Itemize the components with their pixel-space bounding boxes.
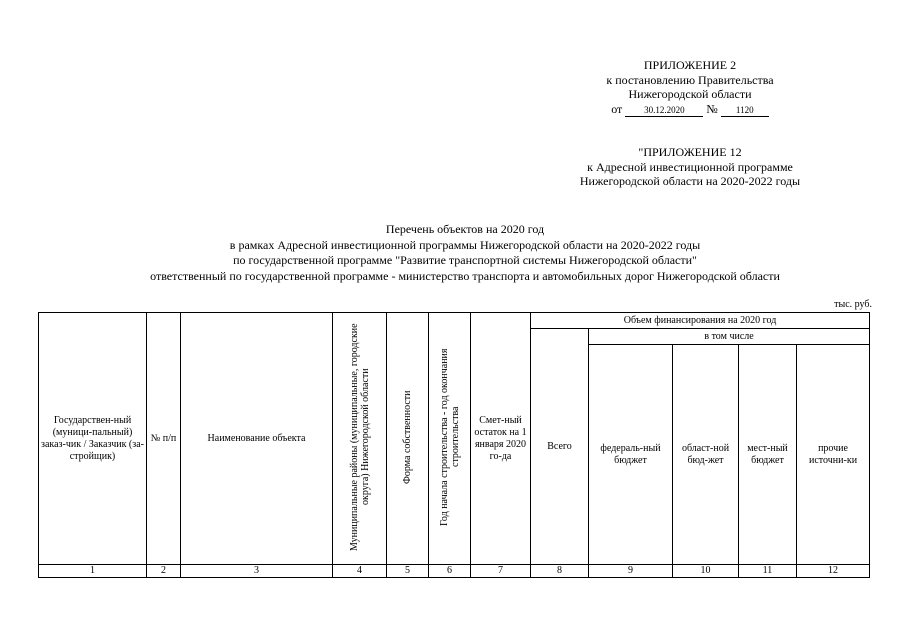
document-title (40, 222, 890, 284)
column-number: 10 (673, 565, 739, 578)
header-district-text: Муниципальные районы (муниципальные, городские округа) Нижегородской области (348, 322, 371, 551)
title-line-4: ответственный по государственной программе - министерство транспорта и автомобильных дорог Нижегородской области (150, 268, 780, 283)
appendix-12-title: "ПРИЛОЖЕНИЕ 12 (638, 145, 742, 159)
header-remainder: Смет-ный остаток на 1 января 2020 го-да (471, 313, 531, 565)
header-ownership-text: Форма собственности (402, 389, 413, 484)
column-number: 3 (181, 565, 333, 578)
appendix-2-line2: к постановлению Правительства (606, 72, 774, 87)
appendix-12-line2: к Адресной инвестиционной программе (587, 159, 793, 174)
column-number: 4 (333, 565, 387, 578)
header-regional-budget: област-ной бюд-жет (673, 345, 739, 565)
header-local-budget: мест-ный бюджет (739, 345, 797, 565)
from-label: от (611, 101, 623, 116)
column-number: 8 (531, 565, 589, 578)
header-funding: Объем финансирования на 2020 год (531, 313, 870, 329)
title-line-1: Перечень объектов на 2020 год (385, 222, 545, 236)
column-number: 2 (147, 565, 181, 578)
header-customer: Государствен-ный (муници-пальный) заказ-чик / Заказчик (за-стройщик) (39, 313, 147, 565)
header-object-name: Наименование объекта (181, 313, 333, 565)
appendix-2-title: ПРИЛОЖЕНИЕ 2 (643, 58, 737, 72)
column-number: 12 (797, 565, 870, 578)
resolution-number: 1120 (721, 105, 769, 117)
header-years (429, 313, 471, 565)
column-number: 9 (589, 565, 673, 578)
column-number: 1 (39, 565, 147, 578)
units-label: тыс. руб. (834, 299, 872, 310)
header-federal-budget: федераль-ный бюджет (589, 345, 673, 565)
column-number: 11 (739, 565, 797, 578)
header-ownership (387, 313, 429, 565)
appendix-2-line3: Нижегородской области (628, 87, 752, 101)
title-line-3: по государственной программе "Развитие транспортной системы Нижегородской области" (233, 253, 697, 267)
header-other-sources: прочие источни-ки (797, 345, 870, 565)
title-line-2: в рамках Адресной инвестиционной программы Нижегородской области на 2020-2022 годы (229, 237, 701, 252)
header-number: № п/п (147, 313, 181, 565)
column-numbers-row (39, 565, 870, 578)
appendix-12-block (540, 145, 840, 189)
header-years-text: Год начала строительства - год окончания строительства (438, 347, 461, 526)
column-number: 7 (471, 565, 531, 578)
resolution-date: 30.12.2020 (625, 105, 703, 117)
appendix-2-date-line (560, 102, 820, 117)
number-label: № (706, 101, 718, 116)
column-number: 5 (387, 565, 429, 578)
appendix-12-line3: Нижегородской области на 2020-2022 годы (579, 174, 801, 188)
header-including: в том числе (589, 329, 870, 345)
appendix-2-block (560, 58, 820, 117)
objects-table (38, 312, 870, 578)
header-district (333, 313, 387, 565)
header-total: Всего (531, 329, 589, 565)
column-number: 6 (429, 565, 471, 578)
